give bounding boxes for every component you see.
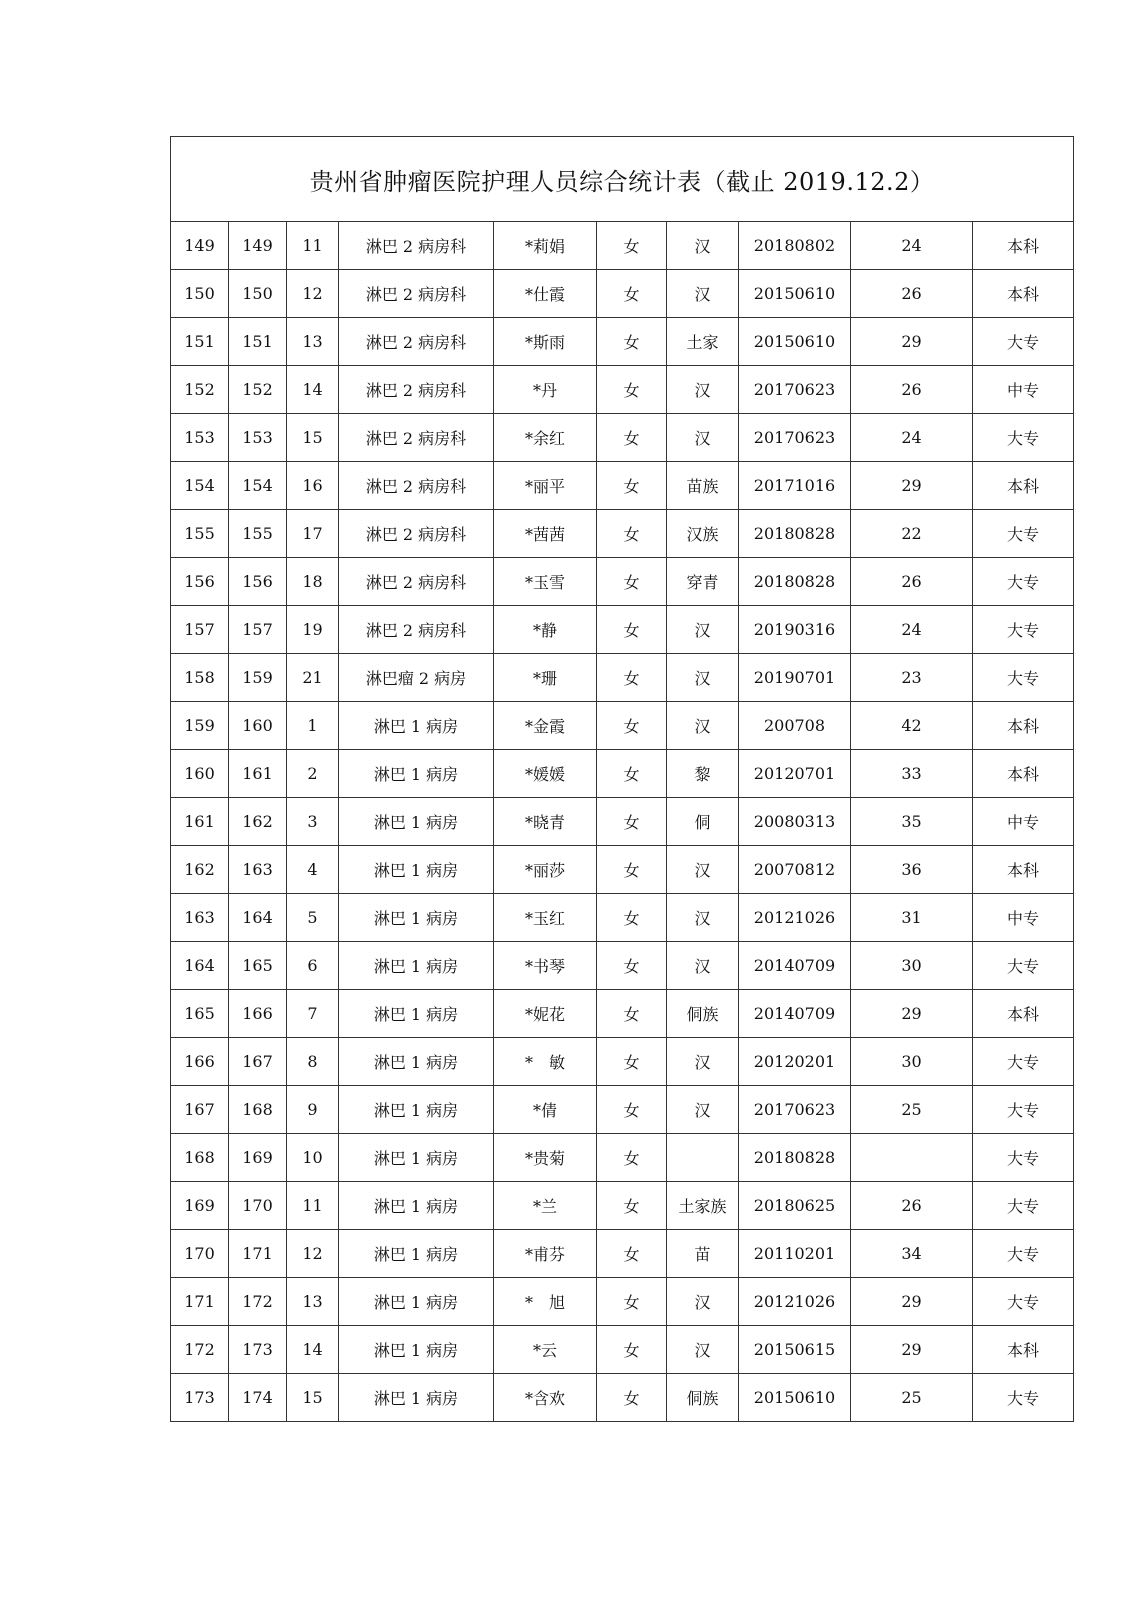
index-no-cell: 152	[229, 366, 287, 414]
ethnicity-cell: 汉	[667, 894, 739, 942]
age-cell: 42	[851, 702, 973, 750]
gender-cell: 女	[597, 942, 667, 990]
education-cell: 大专	[973, 1230, 1074, 1278]
gender-cell: 女	[597, 318, 667, 366]
education-cell: 本科	[973, 222, 1074, 270]
serial-no-cell: 164	[171, 942, 229, 990]
age-cell: 33	[851, 750, 973, 798]
name-cell: *金霞	[494, 702, 597, 750]
name-cell: *晓青	[494, 798, 597, 846]
name-cell: *莉娟	[494, 222, 597, 270]
ethnicity-cell: 汉	[667, 366, 739, 414]
gender-cell: 女	[597, 1038, 667, 1086]
index-no-cell: 163	[229, 846, 287, 894]
hire-date-cell: 20180828	[739, 510, 851, 558]
dept-no-cell: 13	[287, 318, 339, 366]
index-no-cell: 154	[229, 462, 287, 510]
education-cell: 大专	[973, 1134, 1074, 1182]
table-row	[171, 318, 1074, 366]
gender-cell: 女	[597, 462, 667, 510]
serial-no-cell: 153	[171, 414, 229, 462]
hire-date-cell: 20180802	[739, 222, 851, 270]
name-cell: *茜茜	[494, 510, 597, 558]
hire-date-cell: 20150610	[739, 318, 851, 366]
name-cell: *兰	[494, 1182, 597, 1230]
age-cell: 25	[851, 1086, 973, 1134]
hire-date-cell: 20180625	[739, 1182, 851, 1230]
index-no-cell: 170	[229, 1182, 287, 1230]
dept-no-cell: 5	[287, 894, 339, 942]
age-cell: 30	[851, 1038, 973, 1086]
education-cell: 大专	[973, 1038, 1074, 1086]
serial-no-cell: 158	[171, 654, 229, 702]
ethnicity-cell: 侗族	[667, 1374, 739, 1422]
hire-date-cell: 20150610	[739, 270, 851, 318]
age-cell	[851, 1134, 973, 1182]
index-no-cell: 167	[229, 1038, 287, 1086]
table-row	[171, 462, 1074, 510]
age-cell: 36	[851, 846, 973, 894]
gender-cell: 女	[597, 894, 667, 942]
serial-no-cell: 150	[171, 270, 229, 318]
index-no-cell: 169	[229, 1134, 287, 1182]
hire-date-cell: 20121026	[739, 894, 851, 942]
gender-cell: 女	[597, 414, 667, 462]
name-cell: *珊	[494, 654, 597, 702]
hire-date-cell: 20150610	[739, 1374, 851, 1422]
dept-no-cell: 14	[287, 1326, 339, 1374]
serial-no-cell: 170	[171, 1230, 229, 1278]
age-cell: 31	[851, 894, 973, 942]
education-cell: 大专	[973, 510, 1074, 558]
index-no-cell: 160	[229, 702, 287, 750]
education-cell: 本科	[973, 702, 1074, 750]
education-cell: 大专	[973, 318, 1074, 366]
dept-no-cell: 9	[287, 1086, 339, 1134]
name-cell: * 敏	[494, 1038, 597, 1086]
dept-no-cell: 17	[287, 510, 339, 558]
ethnicity-cell: 汉	[667, 1326, 739, 1374]
department-cell: 淋巴 1 病房	[339, 894, 494, 942]
department-cell: 淋巴 2 病房科	[339, 462, 494, 510]
table-row	[171, 846, 1074, 894]
hire-date-cell: 20110201	[739, 1230, 851, 1278]
education-cell: 中专	[973, 798, 1074, 846]
dept-no-cell: 3	[287, 798, 339, 846]
education-cell: 本科	[973, 846, 1074, 894]
department-cell: 淋巴 1 病房	[339, 1278, 494, 1326]
serial-no-cell: 156	[171, 558, 229, 606]
index-no-cell: 159	[229, 654, 287, 702]
dept-no-cell: 11	[287, 222, 339, 270]
ethnicity-cell: 汉	[667, 1038, 739, 1086]
department-cell: 淋巴 1 病房	[339, 942, 494, 990]
table-row	[171, 222, 1074, 270]
gender-cell: 女	[597, 510, 667, 558]
age-cell: 30	[851, 942, 973, 990]
department-cell: 淋巴 1 病房	[339, 1086, 494, 1134]
serial-no-cell: 168	[171, 1134, 229, 1182]
education-cell: 大专	[973, 1374, 1074, 1422]
table-row	[171, 558, 1074, 606]
ethnicity-cell: 汉	[667, 222, 739, 270]
department-cell: 淋巴瘤 2 病房	[339, 654, 494, 702]
ethnicity-cell: 侗	[667, 798, 739, 846]
serial-no-cell: 167	[171, 1086, 229, 1134]
index-no-cell: 162	[229, 798, 287, 846]
gender-cell: 女	[597, 270, 667, 318]
hire-date-cell: 20140709	[739, 990, 851, 1038]
name-cell: *倩	[494, 1086, 597, 1134]
index-no-cell: 150	[229, 270, 287, 318]
gender-cell: 女	[597, 1230, 667, 1278]
index-no-cell: 164	[229, 894, 287, 942]
name-cell: *丹	[494, 366, 597, 414]
serial-no-cell: 160	[171, 750, 229, 798]
hire-date-cell: 20121026	[739, 1278, 851, 1326]
index-no-cell: 149	[229, 222, 287, 270]
dept-no-cell: 4	[287, 846, 339, 894]
ethnicity-cell: 汉族	[667, 510, 739, 558]
education-cell: 大专	[973, 942, 1074, 990]
education-cell: 本科	[973, 750, 1074, 798]
education-cell: 大专	[973, 606, 1074, 654]
index-no-cell: 172	[229, 1278, 287, 1326]
age-cell: 29	[851, 462, 973, 510]
gender-cell: 女	[597, 1182, 667, 1230]
age-cell: 26	[851, 558, 973, 606]
gender-cell: 女	[597, 222, 667, 270]
name-cell: * 旭	[494, 1278, 597, 1326]
dept-no-cell: 18	[287, 558, 339, 606]
gender-cell: 女	[597, 654, 667, 702]
table-row	[171, 510, 1074, 558]
index-no-cell: 166	[229, 990, 287, 1038]
education-cell: 中专	[973, 894, 1074, 942]
index-no-cell: 161	[229, 750, 287, 798]
table-row	[171, 366, 1074, 414]
hire-date-cell: 20140709	[739, 942, 851, 990]
dept-no-cell: 15	[287, 1374, 339, 1422]
dept-no-cell: 1	[287, 702, 339, 750]
hire-date-cell: 20170623	[739, 1086, 851, 1134]
education-cell: 本科	[973, 270, 1074, 318]
serial-no-cell: 159	[171, 702, 229, 750]
department-cell: 淋巴 2 病房科	[339, 606, 494, 654]
dept-no-cell: 12	[287, 270, 339, 318]
hire-date-cell: 20171016	[739, 462, 851, 510]
hire-date-cell: 20190316	[739, 606, 851, 654]
table-row	[171, 1182, 1074, 1230]
name-cell: *贵菊	[494, 1134, 597, 1182]
table-row	[171, 270, 1074, 318]
serial-no-cell: 161	[171, 798, 229, 846]
table-row	[171, 798, 1074, 846]
staff-table	[170, 136, 1074, 1422]
index-no-cell: 155	[229, 510, 287, 558]
education-cell: 大专	[973, 1086, 1074, 1134]
table-row	[171, 654, 1074, 702]
department-cell: 淋巴 1 病房	[339, 846, 494, 894]
gender-cell: 女	[597, 1086, 667, 1134]
ethnicity-cell: 汉	[667, 1278, 739, 1326]
gender-cell: 女	[597, 606, 667, 654]
name-cell: *妮花	[494, 990, 597, 1038]
age-cell: 26	[851, 270, 973, 318]
age-cell: 29	[851, 1278, 973, 1326]
department-cell: 淋巴 1 病房	[339, 798, 494, 846]
age-cell: 24	[851, 606, 973, 654]
serial-no-cell: 149	[171, 222, 229, 270]
serial-no-cell: 169	[171, 1182, 229, 1230]
age-cell: 29	[851, 1326, 973, 1374]
hire-date-cell: 20120701	[739, 750, 851, 798]
serial-no-cell: 155	[171, 510, 229, 558]
age-cell: 26	[851, 1182, 973, 1230]
hire-date-cell: 20170623	[739, 366, 851, 414]
hire-date-cell: 20080313	[739, 798, 851, 846]
gender-cell: 女	[597, 1326, 667, 1374]
name-cell: *仕霞	[494, 270, 597, 318]
ethnicity-cell: 苗族	[667, 462, 739, 510]
gender-cell: 女	[597, 798, 667, 846]
serial-no-cell: 162	[171, 846, 229, 894]
department-cell: 淋巴 1 病房	[339, 1182, 494, 1230]
index-no-cell: 153	[229, 414, 287, 462]
dept-no-cell: 13	[287, 1278, 339, 1326]
hire-date-cell: 20150615	[739, 1326, 851, 1374]
department-cell: 淋巴 1 病房	[339, 1230, 494, 1278]
department-cell: 淋巴 1 病房	[339, 1374, 494, 1422]
gender-cell: 女	[597, 366, 667, 414]
name-cell: *云	[494, 1326, 597, 1374]
ethnicity-cell: 汉	[667, 942, 739, 990]
table-row	[171, 1326, 1074, 1374]
name-cell: *丽平	[494, 462, 597, 510]
ethnicity-cell: 汉	[667, 414, 739, 462]
name-cell: *斯雨	[494, 318, 597, 366]
dept-no-cell: 21	[287, 654, 339, 702]
ethnicity-cell: 穿青	[667, 558, 739, 606]
table-row	[171, 894, 1074, 942]
hire-date-cell: 20120201	[739, 1038, 851, 1086]
department-cell: 淋巴 2 病房科	[339, 318, 494, 366]
hire-date-cell: 200708	[739, 702, 851, 750]
name-cell: *媛媛	[494, 750, 597, 798]
department-cell: 淋巴 2 病房科	[339, 414, 494, 462]
dept-no-cell: 7	[287, 990, 339, 1038]
serial-no-cell: 165	[171, 990, 229, 1038]
name-cell: *丽莎	[494, 846, 597, 894]
ethnicity-cell: 汉	[667, 606, 739, 654]
education-cell: 中专	[973, 366, 1074, 414]
table-row	[171, 702, 1074, 750]
education-cell: 大专	[973, 414, 1074, 462]
age-cell: 25	[851, 1374, 973, 1422]
education-cell: 本科	[973, 1326, 1074, 1374]
table-row	[171, 414, 1074, 462]
age-cell: 29	[851, 990, 973, 1038]
gender-cell: 女	[597, 846, 667, 894]
table-row	[171, 990, 1074, 1038]
ethnicity-cell	[667, 1134, 739, 1182]
index-no-cell: 174	[229, 1374, 287, 1422]
ethnicity-cell: 土家	[667, 318, 739, 366]
ethnicity-cell: 侗族	[667, 990, 739, 1038]
dept-no-cell: 11	[287, 1182, 339, 1230]
age-cell: 29	[851, 318, 973, 366]
table-row	[171, 1230, 1074, 1278]
dept-no-cell: 2	[287, 750, 339, 798]
name-cell: *书琴	[494, 942, 597, 990]
gender-cell: 女	[597, 1134, 667, 1182]
ethnicity-cell: 汉	[667, 702, 739, 750]
age-cell: 24	[851, 222, 973, 270]
department-cell: 淋巴 2 病房科	[339, 558, 494, 606]
ethnicity-cell: 汉	[667, 846, 739, 894]
department-cell: 淋巴 1 病房	[339, 750, 494, 798]
department-cell: 淋巴 1 病房	[339, 1326, 494, 1374]
serial-no-cell: 151	[171, 318, 229, 366]
age-cell: 34	[851, 1230, 973, 1278]
serial-no-cell: 152	[171, 366, 229, 414]
hire-date-cell: 20170623	[739, 414, 851, 462]
index-no-cell: 151	[229, 318, 287, 366]
name-cell: *含欢	[494, 1374, 597, 1422]
name-cell: *甫芬	[494, 1230, 597, 1278]
education-cell: 本科	[973, 990, 1074, 1038]
index-no-cell: 168	[229, 1086, 287, 1134]
department-cell: 淋巴 1 病房	[339, 1038, 494, 1086]
table-row	[171, 1134, 1074, 1182]
department-cell: 淋巴 1 病房	[339, 702, 494, 750]
dept-no-cell: 14	[287, 366, 339, 414]
department-cell: 淋巴 2 病房科	[339, 510, 494, 558]
gender-cell: 女	[597, 750, 667, 798]
serial-no-cell: 172	[171, 1326, 229, 1374]
serial-no-cell: 163	[171, 894, 229, 942]
education-cell: 本科	[973, 462, 1074, 510]
education-cell: 大专	[973, 654, 1074, 702]
ethnicity-cell: 汉	[667, 654, 739, 702]
table-row	[171, 750, 1074, 798]
dept-no-cell: 8	[287, 1038, 339, 1086]
hire-date-cell: 20180828	[739, 558, 851, 606]
name-cell: *静	[494, 606, 597, 654]
dept-no-cell: 15	[287, 414, 339, 462]
hire-date-cell: 20190701	[739, 654, 851, 702]
name-cell: *玉红	[494, 894, 597, 942]
hire-date-cell: 20070812	[739, 846, 851, 894]
dept-no-cell: 16	[287, 462, 339, 510]
index-no-cell: 156	[229, 558, 287, 606]
dept-no-cell: 6	[287, 942, 339, 990]
ethnicity-cell: 土家族	[667, 1182, 739, 1230]
index-no-cell: 173	[229, 1326, 287, 1374]
age-cell: 26	[851, 366, 973, 414]
serial-no-cell: 157	[171, 606, 229, 654]
title-row	[171, 137, 1074, 222]
staff-statistics-sheet	[170, 136, 1073, 1436]
table-row	[171, 606, 1074, 654]
ethnicity-cell: 汉	[667, 270, 739, 318]
dept-no-cell: 12	[287, 1230, 339, 1278]
ethnicity-cell: 苗	[667, 1230, 739, 1278]
dept-no-cell: 10	[287, 1134, 339, 1182]
age-cell: 24	[851, 414, 973, 462]
ethnicity-cell: 汉	[667, 1086, 739, 1134]
department-cell: 淋巴 2 病房科	[339, 366, 494, 414]
gender-cell: 女	[597, 1278, 667, 1326]
department-cell: 淋巴 2 病房科	[339, 222, 494, 270]
gender-cell: 女	[597, 558, 667, 606]
dept-no-cell: 19	[287, 606, 339, 654]
age-cell: 23	[851, 654, 973, 702]
index-no-cell: 165	[229, 942, 287, 990]
table-row	[171, 1038, 1074, 1086]
table-row	[171, 1374, 1074, 1422]
department-cell: 淋巴 1 病房	[339, 1134, 494, 1182]
department-cell: 淋巴 2 病房科	[339, 270, 494, 318]
gender-cell: 女	[597, 702, 667, 750]
ethnicity-cell: 黎	[667, 750, 739, 798]
education-cell: 大专	[973, 1278, 1074, 1326]
serial-no-cell: 173	[171, 1374, 229, 1422]
serial-no-cell: 154	[171, 462, 229, 510]
name-cell: *余红	[494, 414, 597, 462]
table-row	[171, 1086, 1074, 1134]
index-no-cell: 171	[229, 1230, 287, 1278]
hire-date-cell: 20180828	[739, 1134, 851, 1182]
education-cell: 大专	[973, 1182, 1074, 1230]
gender-cell: 女	[597, 1374, 667, 1422]
department-cell: 淋巴 1 病房	[339, 990, 494, 1038]
table-row	[171, 1278, 1074, 1326]
table-title: 贵州省肿瘤医院护理人员综合统计表（截止 2019.12.2）	[171, 137, 1074, 222]
name-cell: *玉雪	[494, 558, 597, 606]
age-cell: 22	[851, 510, 973, 558]
table-row	[171, 942, 1074, 990]
gender-cell: 女	[597, 990, 667, 1038]
age-cell: 35	[851, 798, 973, 846]
education-cell: 大专	[973, 558, 1074, 606]
index-no-cell: 157	[229, 606, 287, 654]
serial-no-cell: 171	[171, 1278, 229, 1326]
serial-no-cell: 166	[171, 1038, 229, 1086]
